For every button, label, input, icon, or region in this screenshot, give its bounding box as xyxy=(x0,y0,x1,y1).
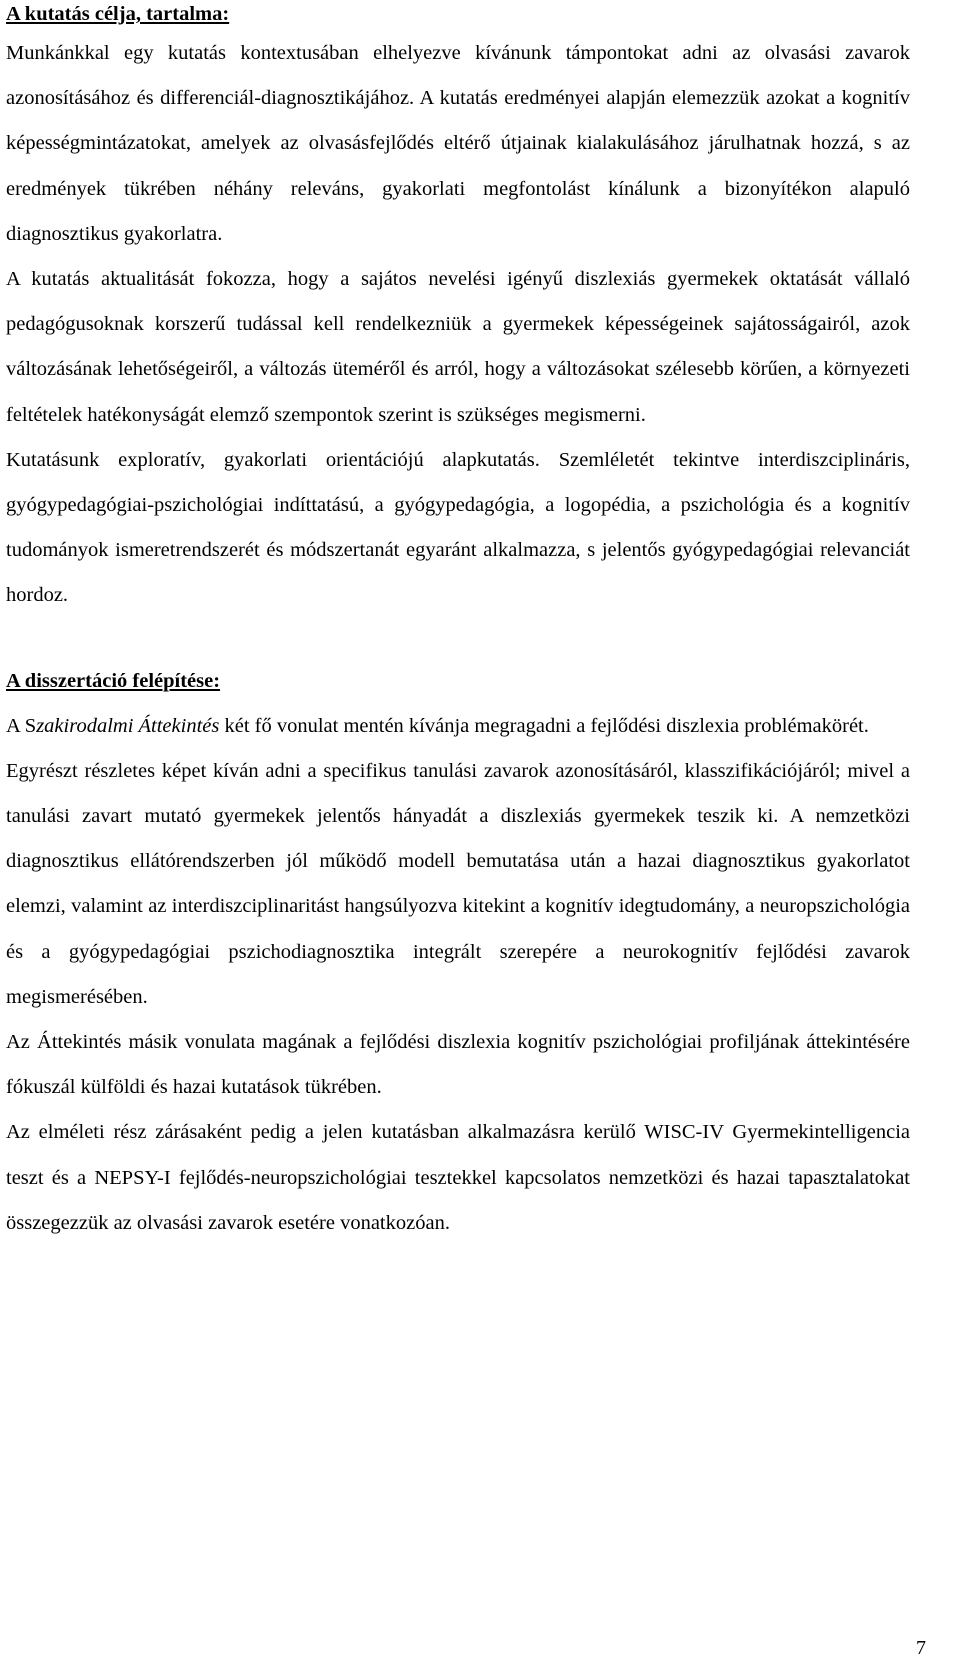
paragraph-research-goal-2: A kutatás aktualitását fokozza, hogy a sajátos nevelési igényű diszlexiás gyermekek oktatását vállaló pedagógusoknak korszerű tudással kell rendelkezniük a gyermekek képességeinek sajátosságairól, azok változásának lehetőségeiről, a változás üteméről és arról, hogy a változásokat szélesebb körűen, a környezeti feltételek hatékonyságát elemző szempontok szerint is szükséges megismerni. xyxy=(6,268,910,426)
paragraph-structure-2: Az Áttekintés másik vonulata magának a fejlődési diszlexia kognitív pszichológiai profiljának áttekintésére fókuszál külföldi és hazai kutatások tükrében. xyxy=(6,1031,910,1099)
intro-italic-title: zakirodalmi Áttekintés xyxy=(36,714,220,737)
paragraph-structure-1: Egyrészt részletes képet kíván adni a specifikus tanulási zavarok azonosításáról, klasszifikációjáról; mivel a tanulási zavart mutató gyermekek jelentős hányadát a diszlexiás gyermekek teszik ki. A nemzetközi diagnosztikus ellátórendszerben jól működő modell bemutatása után a hazai diagnosztikus gyakorlatot elemzi, valamint az interdiszciplinaritást hangsúlyozva kitekint a kognitív idegtudomány, a neuropszichológia és a gyógypedagógiai pszichodiagnosztika integrált szerepére a neurokognitív fejlődési zavarok megismerésében. xyxy=(6,759,910,1008)
intro-prefix-text: A S xyxy=(6,714,37,737)
section-heading-research-goal: A kutatás célja, tartalma: xyxy=(6,3,230,25)
paragraph-structure-3: Az elméleti rész zárásaként pedig a jelen kutatásban alkalmazásra kerülő WISC-IV Gyermekintelligencia teszt és a NEPSY-I fejlődés-neuropszichológiai tesztekkel kapcsolatos nemzetközi és hazai tapasztalatokat összegezzük az olvasási zavarok esetére vonatkozóan. xyxy=(6,1121,910,1234)
page-number: 7 xyxy=(916,1637,926,1659)
paragraph-structure-intro xyxy=(6,704,910,749)
document-page xyxy=(6,0,910,1246)
paragraph-research-goal-1: Munkánkkal egy kutatás kontextusában elhelyezve kívánunk támpontokat adni az olvasási zavarok azonosításához és differenciál-diagnosztikájához. A kutatás eredményei alapján elemezzük azokat a kognitív képességmintázatokat, amelyek az olvasásfejlődés eltérő útjainak kialakulásához járulhatnak hozzá, s az eredmények tükrében néhány releváns, gyakorlati megfontolást kínálunk a bizonyítékon alapuló diagnosztikus gyakorlatra. xyxy=(6,42,910,245)
intro-suffix-text: két fő vonulat mentén kívánja megragadni a fejlődési diszlexia problémakörét. xyxy=(219,714,869,737)
section-heading-dissertation-structure: A disszertáció felépítése: xyxy=(6,669,221,692)
paragraph-research-goal-3: Kutatásunk exploratív, gyakorlati orientációjú alapkutatás. Szemléletét tekintve interdiszciplináris, gyógypedagógiai-pszichológiai indíttatású, a gyógypedagógia, a logopédia, a pszichológia és a kognitív tudományok ismeretrendszerét és módszertanát egyaránt alkalmazza, s jelentős gyógypedagógiai relevanciát hordoz. xyxy=(6,448,910,607)
